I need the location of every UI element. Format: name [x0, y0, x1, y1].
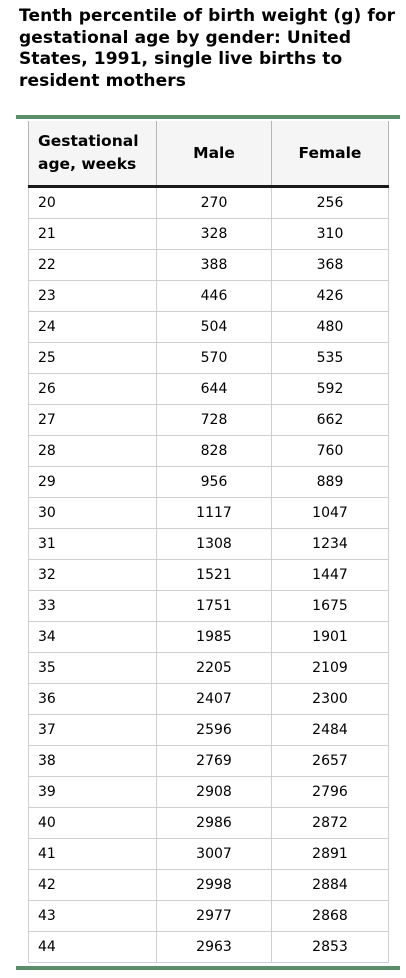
- cell-gestational-age: 28: [29, 436, 157, 467]
- table-row: [29, 436, 389, 467]
- cell-female: 1047: [272, 498, 389, 529]
- cell-female: 2868: [272, 901, 389, 932]
- cell-gestational-age: 26: [29, 374, 157, 405]
- cell-female: 310: [272, 219, 389, 250]
- table-row: [29, 219, 389, 250]
- cell-male: 504: [157, 312, 272, 343]
- cell-gestational-age: 25: [29, 343, 157, 374]
- cell-female: 2657: [272, 746, 389, 777]
- cell-female: 2484: [272, 715, 389, 746]
- table-row: [29, 312, 389, 343]
- cell-male: 2986: [157, 808, 272, 839]
- cell-male: 828: [157, 436, 272, 467]
- cell-male: 2908: [157, 777, 272, 808]
- table-row: [29, 560, 389, 591]
- cell-female: 592: [272, 374, 389, 405]
- cell-female: 1234: [272, 529, 389, 560]
- table-row: [29, 405, 389, 436]
- table-row: [29, 839, 389, 870]
- cell-gestational-age: 20: [29, 187, 157, 219]
- cell-gestational-age: 22: [29, 250, 157, 281]
- header-row: [29, 121, 389, 187]
- cell-female: 2872: [272, 808, 389, 839]
- cell-gestational-age: 34: [29, 622, 157, 653]
- table-row: [29, 622, 389, 653]
- table-row: [29, 777, 389, 808]
- cell-female: 426: [272, 281, 389, 312]
- cell-female: 2109: [272, 653, 389, 684]
- cell-male: 2977: [157, 901, 272, 932]
- cell-gestational-age: 33: [29, 591, 157, 622]
- cell-female: 662: [272, 405, 389, 436]
- bottom-rule: [16, 966, 400, 970]
- cell-gestational-age: 30: [29, 498, 157, 529]
- table-row: [29, 746, 389, 777]
- cell-gestational-age: 29: [29, 467, 157, 498]
- cell-male: 2998: [157, 870, 272, 901]
- table-header: [29, 121, 389, 187]
- cell-female: 2853: [272, 932, 389, 963]
- cell-male: 728: [157, 405, 272, 436]
- cell-gestational-age: 27: [29, 405, 157, 436]
- table-row: [29, 901, 389, 932]
- cell-female: 2796: [272, 777, 389, 808]
- table-row: [29, 529, 389, 560]
- cell-male: 1308: [157, 529, 272, 560]
- table-row: [29, 932, 389, 963]
- cell-gestational-age: 42: [29, 870, 157, 901]
- cell-male: 1117: [157, 498, 272, 529]
- cell-male: 328: [157, 219, 272, 250]
- table-row: [29, 498, 389, 529]
- cell-male: 2963: [157, 932, 272, 963]
- cell-gestational-age: 36: [29, 684, 157, 715]
- cell-female: 535: [272, 343, 389, 374]
- table-row: [29, 870, 389, 901]
- cell-male: 644: [157, 374, 272, 405]
- cell-male: 570: [157, 343, 272, 374]
- cell-male: 270: [157, 187, 272, 219]
- table-row: [29, 187, 389, 219]
- cell-gestational-age: 38: [29, 746, 157, 777]
- cell-gestational-age: 32: [29, 560, 157, 591]
- cell-gestational-age: 44: [29, 932, 157, 963]
- cell-male: 1751: [157, 591, 272, 622]
- cell-gestational-age: 21: [29, 219, 157, 250]
- cell-female: 889: [272, 467, 389, 498]
- top-rule: [16, 115, 400, 119]
- cell-female: 760: [272, 436, 389, 467]
- table-row: [29, 684, 389, 715]
- cell-male: 1521: [157, 560, 272, 591]
- table-row: [29, 591, 389, 622]
- cell-female: 2300: [272, 684, 389, 715]
- cell-male: 2407: [157, 684, 272, 715]
- cell-female: 1901: [272, 622, 389, 653]
- table-row: [29, 343, 389, 374]
- column-header-gestational-age: Gestational age, weeks: [29, 121, 157, 187]
- cell-female: 368: [272, 250, 389, 281]
- table-row: [29, 250, 389, 281]
- cell-male: 3007: [157, 839, 272, 870]
- cell-gestational-age: 24: [29, 312, 157, 343]
- cell-gestational-age: 43: [29, 901, 157, 932]
- cell-female: 480: [272, 312, 389, 343]
- table-row: [29, 281, 389, 312]
- cell-male: 956: [157, 467, 272, 498]
- table-row: [29, 467, 389, 498]
- cell-female: 1447: [272, 560, 389, 591]
- table-body: [29, 187, 389, 963]
- cell-male: 388: [157, 250, 272, 281]
- table-row: [29, 374, 389, 405]
- cell-gestational-age: 37: [29, 715, 157, 746]
- cell-gestational-age: 41: [29, 839, 157, 870]
- cell-female: 2884: [272, 870, 389, 901]
- cell-male: 2205: [157, 653, 272, 684]
- birth-weight-table: [28, 121, 389, 963]
- cell-male: 1985: [157, 622, 272, 653]
- cell-gestational-age: 40: [29, 808, 157, 839]
- table-row: [29, 808, 389, 839]
- cell-male: 2596: [157, 715, 272, 746]
- cell-female: 1675: [272, 591, 389, 622]
- table-row: [29, 715, 389, 746]
- cell-gestational-age: 39: [29, 777, 157, 808]
- cell-male: 2769: [157, 746, 272, 777]
- cell-gestational-age: 23: [29, 281, 157, 312]
- column-header-male: Male: [157, 121, 272, 187]
- cell-male: 446: [157, 281, 272, 312]
- cell-female: 256: [272, 187, 389, 219]
- table-title: Tenth percentile of birth weight (g) for gestational age by gender: United States, 1991, single live births to resident mothers: [19, 6, 396, 91]
- table-row: [29, 653, 389, 684]
- cell-gestational-age: 31: [29, 529, 157, 560]
- cell-gestational-age: 35: [29, 653, 157, 684]
- cell-female: 2891: [272, 839, 389, 870]
- column-header-female: Female: [272, 121, 389, 187]
